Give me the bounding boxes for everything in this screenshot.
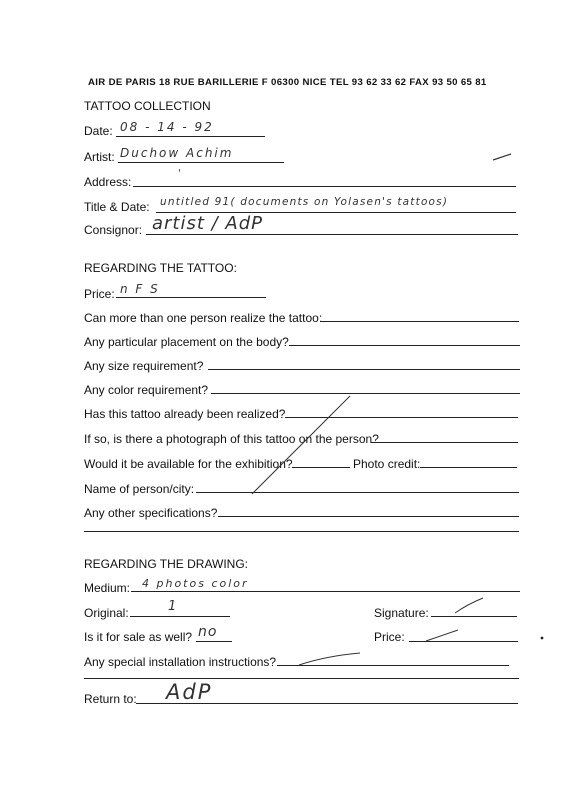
consignor-label: Consignor: bbox=[84, 223, 143, 237]
return-to-label: Return to: bbox=[84, 692, 137, 706]
color-label: Any color requirement? bbox=[84, 383, 209, 397]
signature-stroke-icon bbox=[452, 596, 486, 616]
date-value: 08 - 14 - 92 bbox=[120, 120, 214, 134]
original-line[interactable] bbox=[130, 616, 230, 617]
consignor-line[interactable] bbox=[146, 234, 518, 235]
artist-line[interactable] bbox=[118, 162, 284, 163]
installation-line-2[interactable] bbox=[84, 678, 519, 679]
photo-credit-line[interactable] bbox=[420, 467, 517, 468]
date-line[interactable] bbox=[116, 136, 265, 137]
other-specs-line[interactable] bbox=[218, 516, 519, 517]
signature-label: Signature: bbox=[374, 606, 429, 620]
for-sale-line[interactable] bbox=[196, 641, 232, 642]
installation-label: Any special installation instructions? bbox=[84, 655, 277, 669]
address-line[interactable] bbox=[133, 186, 516, 187]
medium-line[interactable] bbox=[131, 591, 520, 592]
placement-line[interactable] bbox=[289, 345, 520, 346]
original-label: Original: bbox=[84, 606, 129, 620]
tattoo-section-title: REGARDING THE TATTOO: bbox=[84, 261, 237, 275]
already-realized-label: Has this tattoo already been realized? bbox=[84, 407, 286, 421]
person-city-label: Name of person/city: bbox=[84, 482, 195, 496]
artist-value: Duchow Achim bbox=[120, 146, 234, 160]
gallery-header: AIR DE PARIS 18 RUE BARILLERIE F 06300 NICE TEL 93 62 33 62 FAX 93 50 65 81 bbox=[88, 77, 487, 88]
address-label: Address: bbox=[84, 175, 132, 189]
checkmark-icon bbox=[491, 152, 515, 162]
for-sale-label: Is it for sale as well? bbox=[84, 630, 193, 644]
artist-label: Artist: bbox=[84, 150, 115, 164]
exhibition-label: Would it be available for the exhibition? bbox=[84, 457, 293, 471]
address-value: ' bbox=[178, 168, 183, 179]
price-label: Price: bbox=[84, 287, 115, 301]
size-label: Any size requirement? bbox=[84, 359, 204, 373]
consignor-value: artist / AdP bbox=[152, 213, 264, 234]
price-strike-icon bbox=[423, 627, 461, 643]
more-than-one-label: Can more than one person realize the tattoo: bbox=[84, 311, 323, 325]
drawing-section-title: REGARDING THE DRAWING: bbox=[84, 557, 249, 571]
other-specs-line-2[interactable] bbox=[84, 531, 519, 532]
photograph-line[interactable] bbox=[371, 442, 518, 443]
medium-label: Medium: bbox=[84, 581, 131, 595]
title-date-label: Title & Date: bbox=[84, 200, 150, 214]
return-to-value: AdP bbox=[166, 680, 213, 704]
dot-mark-icon bbox=[540, 636, 544, 640]
price-line[interactable] bbox=[116, 297, 266, 298]
date-label: Date: bbox=[84, 124, 113, 138]
price-value: n F S bbox=[120, 282, 160, 296]
placement-label: Any particular placement on the body? bbox=[84, 335, 289, 349]
size-line[interactable] bbox=[208, 369, 520, 370]
other-specs-label: Any other specifications? bbox=[84, 506, 218, 520]
drawing-price-label: Price: bbox=[374, 630, 405, 644]
medium-value: 4 photos color bbox=[142, 577, 249, 590]
installation-strike-icon bbox=[296, 650, 364, 668]
more-than-one-line[interactable] bbox=[320, 321, 519, 322]
photo-credit-label: Photo credit: bbox=[353, 457, 421, 471]
signature-line[interactable] bbox=[431, 616, 517, 617]
collection-title: TATTOO COLLECTION bbox=[84, 99, 211, 113]
for-sale-value: no bbox=[198, 624, 218, 640]
original-value: 1 bbox=[168, 599, 179, 614]
title-date-value: untitled 91( documents on Yolasen's tattoos) bbox=[160, 196, 449, 208]
strike-through-icon bbox=[240, 390, 360, 500]
photograph-label: If so, is there a photograph of this tattoo on the person? bbox=[84, 432, 379, 446]
